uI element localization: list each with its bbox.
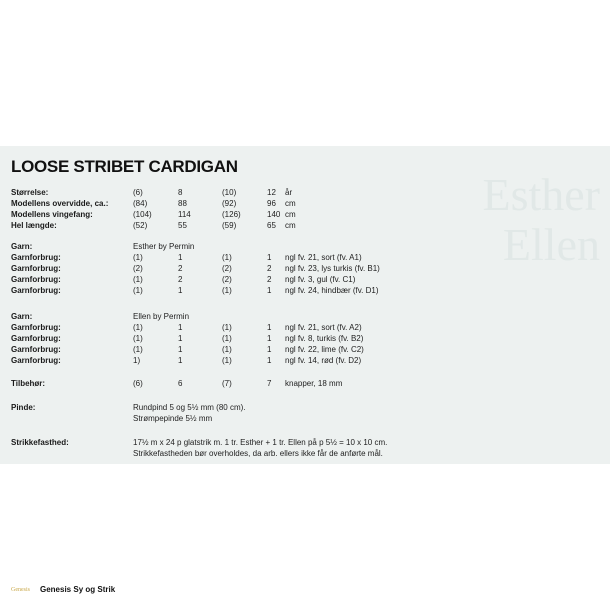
value: 1 bbox=[178, 286, 183, 295]
value: (1) bbox=[222, 286, 232, 295]
value: (1) bbox=[222, 334, 232, 343]
value: (6) bbox=[133, 379, 143, 388]
needles-line: Strømpepinde 5½ mm bbox=[133, 414, 213, 423]
value: 65 bbox=[267, 221, 276, 230]
row-label: Hel længde: bbox=[11, 221, 57, 230]
yarn-name: Ellen by Permin bbox=[133, 312, 190, 321]
pattern-title: LOOSE STRIBET CARDIGAN bbox=[11, 157, 238, 176]
value: 1 bbox=[267, 323, 272, 332]
value: (6) bbox=[133, 188, 143, 197]
value: (7) bbox=[222, 379, 232, 388]
color-desc: ngl fv. 8, turkis (fv. B2) bbox=[285, 334, 364, 343]
value: 1 bbox=[267, 286, 272, 295]
row-label: Garnforbrug: bbox=[11, 275, 61, 284]
yarn-name: Esther by Permin bbox=[133, 242, 195, 251]
needles-line: Rundpind 5 og 5½ mm (80 cm). bbox=[133, 403, 246, 412]
value: 1 bbox=[267, 253, 272, 262]
value: (1) bbox=[133, 323, 143, 332]
row-label: Garnforbrug: bbox=[11, 356, 61, 365]
unit: cm bbox=[285, 221, 296, 230]
value: (1) bbox=[133, 286, 143, 295]
accessory-desc: knapper, 18 mm bbox=[285, 379, 343, 388]
row-label: Garnforbrug: bbox=[11, 286, 61, 295]
value: 96 bbox=[267, 199, 276, 208]
value: 1 bbox=[178, 323, 183, 332]
row-label: Garnforbrug: bbox=[11, 345, 61, 354]
value: (2) bbox=[222, 264, 232, 273]
row-label: Strikkefasthed: bbox=[11, 438, 69, 447]
value: (2) bbox=[222, 275, 232, 284]
color-desc: ngl fv. 21, sort (fv. A2) bbox=[285, 323, 362, 332]
watermark-ellen: Ellen bbox=[502, 219, 600, 270]
row-label: Modellens overvidde, ca.: bbox=[11, 199, 109, 208]
value: (1) bbox=[133, 334, 143, 343]
value: 2 bbox=[267, 275, 272, 284]
color-desc: ngl fv. 14, rød (fv. D2) bbox=[285, 356, 362, 365]
value: (59) bbox=[222, 221, 237, 230]
row-label: Garnforbrug: bbox=[11, 323, 61, 332]
row-label: Garnforbrug: bbox=[11, 264, 61, 273]
row-label: Garnforbrug: bbox=[11, 253, 61, 262]
value: 55 bbox=[178, 221, 187, 230]
value: 1 bbox=[178, 334, 183, 343]
value: 1 bbox=[267, 334, 272, 343]
row-label: Tilbehør: bbox=[11, 379, 46, 388]
value: 1 bbox=[178, 253, 183, 262]
value: 8 bbox=[178, 188, 183, 197]
value: (1) bbox=[133, 345, 143, 354]
value: 2 bbox=[178, 264, 183, 273]
watermark-esther: Esther bbox=[482, 169, 600, 220]
color-desc: ngl fv. 22, lime (fv. C2) bbox=[285, 345, 364, 354]
value: 1 bbox=[178, 345, 183, 354]
gauge-line: 17½ m x 24 p glatstrik m. 1 tr. Esther + 1 tr. Ellen på p 5½ = 10 x 10 cm. bbox=[133, 438, 388, 447]
value: 88 bbox=[178, 199, 187, 208]
value: (1) bbox=[222, 345, 232, 354]
color-desc: ngl fv. 23, lys turkis (fv. B1) bbox=[285, 264, 380, 273]
value: 2 bbox=[178, 275, 183, 284]
value: (104) bbox=[133, 210, 152, 219]
value: (10) bbox=[222, 188, 237, 197]
value: 6 bbox=[178, 379, 183, 388]
value: 140 bbox=[267, 210, 281, 219]
color-desc: ngl fv. 21, sort (fv. A1) bbox=[285, 253, 362, 262]
value: 12 bbox=[267, 188, 276, 197]
row-label: Garn: bbox=[11, 242, 33, 251]
color-desc: ngl fv. 24, hindbær (fv. D1) bbox=[285, 286, 379, 295]
value: 7 bbox=[267, 379, 272, 388]
value: 114 bbox=[178, 210, 191, 219]
color-desc: ngl fv. 3, gul (fv. C1) bbox=[285, 275, 356, 284]
value: (1) bbox=[133, 275, 143, 284]
row-label: Pinde: bbox=[11, 403, 36, 412]
row-label: Garnforbrug: bbox=[11, 334, 61, 343]
value: 1 bbox=[178, 356, 183, 365]
value: (1) bbox=[222, 356, 232, 365]
value: 1 bbox=[267, 345, 272, 354]
value: (84) bbox=[133, 199, 148, 208]
unit: år bbox=[285, 188, 293, 197]
value: (126) bbox=[222, 210, 241, 219]
pattern-panel bbox=[0, 146, 610, 464]
row-label: Garn: bbox=[11, 312, 33, 321]
value: (2) bbox=[133, 264, 143, 273]
genesis-logo: Genesis bbox=[11, 587, 30, 593]
value: 1) bbox=[133, 356, 141, 365]
row-label: Størrelse: bbox=[11, 188, 49, 197]
value: (1) bbox=[222, 253, 232, 262]
value: (92) bbox=[222, 199, 237, 208]
value: (1) bbox=[133, 253, 143, 262]
row-label: Modellens vingefang: bbox=[11, 210, 93, 219]
unit: cm bbox=[285, 199, 296, 208]
value: (1) bbox=[222, 323, 232, 332]
value: 2 bbox=[267, 264, 272, 273]
value: (52) bbox=[133, 221, 148, 230]
gauge-line: Strikkefastheden bør overholdes, da arb. ellers ikke får de anførte mål. bbox=[133, 449, 383, 458]
footer-brand-text: Genesis Sy og Strik bbox=[40, 585, 116, 594]
value: 1 bbox=[267, 356, 272, 365]
unit: cm bbox=[285, 210, 296, 219]
